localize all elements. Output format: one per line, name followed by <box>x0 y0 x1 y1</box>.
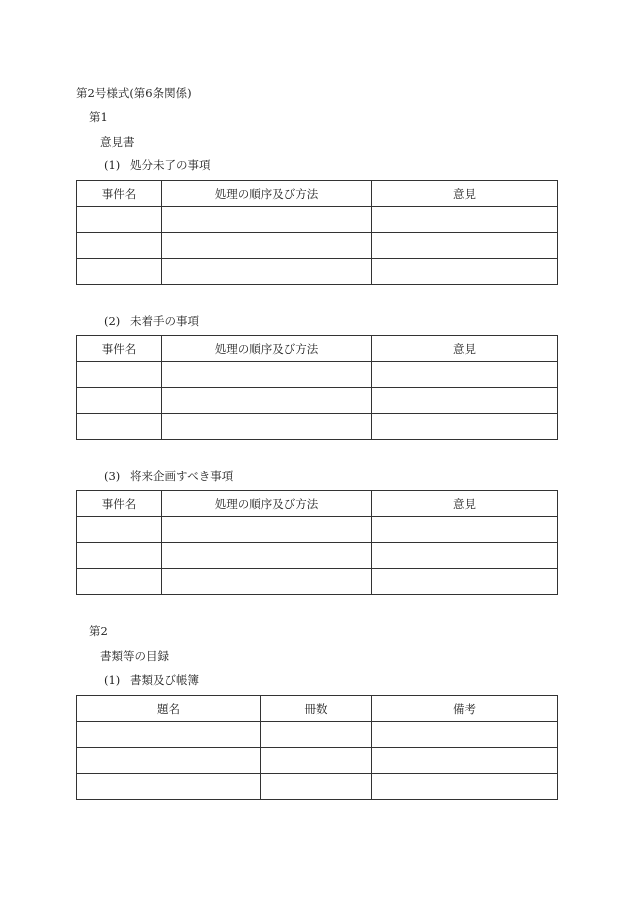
section-heading <box>104 469 233 483</box>
header-remarks: 備考 <box>372 696 558 722</box>
table-cell[interactable] <box>77 517 162 543</box>
table-row <box>77 517 558 543</box>
table-cell[interactable] <box>77 362 162 388</box>
table-cell[interactable] <box>372 259 558 285</box>
section-heading <box>104 314 199 328</box>
opinion-table-2 <box>76 335 558 440</box>
section-number: (1) <box>104 673 121 687</box>
table-cell[interactable] <box>162 388 372 414</box>
table-cell[interactable] <box>372 543 558 569</box>
table-cell[interactable] <box>261 774 372 800</box>
table-cell[interactable] <box>162 414 372 440</box>
header-title: 題名 <box>77 696 261 722</box>
table-cell[interactable] <box>261 748 372 774</box>
part1-subheading: 意見書 <box>100 135 135 149</box>
table-row <box>77 748 558 774</box>
table-cell[interactable] <box>77 569 162 595</box>
table-cell[interactable] <box>162 233 372 259</box>
section-number: (2) <box>104 314 121 328</box>
table-cell[interactable] <box>372 388 558 414</box>
section-title: 未着手の事項 <box>130 314 199 328</box>
table-cell[interactable] <box>372 722 558 748</box>
table-cell[interactable] <box>372 207 558 233</box>
header-opinion: 意見 <box>372 491 558 517</box>
table-cell[interactable] <box>77 414 162 440</box>
table-cell[interactable] <box>261 722 372 748</box>
header-volume-count: 冊数 <box>261 696 372 722</box>
table-cell[interactable] <box>77 388 162 414</box>
opinion-table-3 <box>76 490 558 595</box>
form-title: 第2号様式(第6条関係) <box>76 86 192 100</box>
part2-subheading: 書類等の目録 <box>100 649 169 663</box>
opinion-table-1 <box>76 180 558 285</box>
section-heading <box>104 158 211 172</box>
part1-heading: 第1 <box>89 110 108 124</box>
table-row <box>77 774 558 800</box>
table-cell[interactable] <box>77 774 261 800</box>
table-row <box>77 414 558 440</box>
table-cell[interactable] <box>372 517 558 543</box>
header-case-name: 事件名 <box>77 336 162 362</box>
table-cell[interactable] <box>372 414 558 440</box>
section-heading <box>104 673 199 687</box>
section-title: 将来企画すべき事項 <box>130 469 234 483</box>
table-cell[interactable] <box>372 774 558 800</box>
header-processing-method: 処理の順序及び方法 <box>162 181 372 207</box>
table-cell[interactable] <box>77 748 261 774</box>
table-row <box>77 233 558 259</box>
section-number: (1) <box>104 158 121 172</box>
table-cell[interactable] <box>77 233 162 259</box>
table-row <box>77 259 558 285</box>
documents-table <box>76 695 558 800</box>
section-title: 処分未了の事項 <box>130 158 211 172</box>
section-title: 書類及び帳簿 <box>130 673 199 687</box>
table-cell[interactable] <box>372 233 558 259</box>
table-cell[interactable] <box>162 207 372 233</box>
header-opinion: 意見 <box>372 336 558 362</box>
header-processing-method: 処理の順序及び方法 <box>162 491 372 517</box>
table-header-row <box>77 696 558 722</box>
table-row <box>77 569 558 595</box>
table-row <box>77 207 558 233</box>
table-cell[interactable] <box>162 259 372 285</box>
header-case-name: 事件名 <box>77 491 162 517</box>
table-header-row <box>77 491 558 517</box>
table-row <box>77 543 558 569</box>
table-cell[interactable] <box>162 569 372 595</box>
table-row <box>77 388 558 414</box>
table-cell[interactable] <box>77 259 162 285</box>
section-number: (3) <box>104 469 121 483</box>
header-opinion: 意見 <box>372 181 558 207</box>
table-cell[interactable] <box>77 543 162 569</box>
table-header-row <box>77 181 558 207</box>
header-case-name: 事件名 <box>77 181 162 207</box>
table-cell[interactable] <box>372 569 558 595</box>
table-row <box>77 362 558 388</box>
table-cell[interactable] <box>77 722 261 748</box>
table-cell[interactable] <box>162 362 372 388</box>
table-row <box>77 722 558 748</box>
table-cell[interactable] <box>162 543 372 569</box>
header-processing-method: 処理の順序及び方法 <box>162 336 372 362</box>
table-cell[interactable] <box>77 207 162 233</box>
table-cell[interactable] <box>162 517 372 543</box>
table-cell[interactable] <box>372 362 558 388</box>
table-header-row <box>77 336 558 362</box>
part2-heading: 第2 <box>89 624 108 638</box>
table-cell[interactable] <box>372 748 558 774</box>
